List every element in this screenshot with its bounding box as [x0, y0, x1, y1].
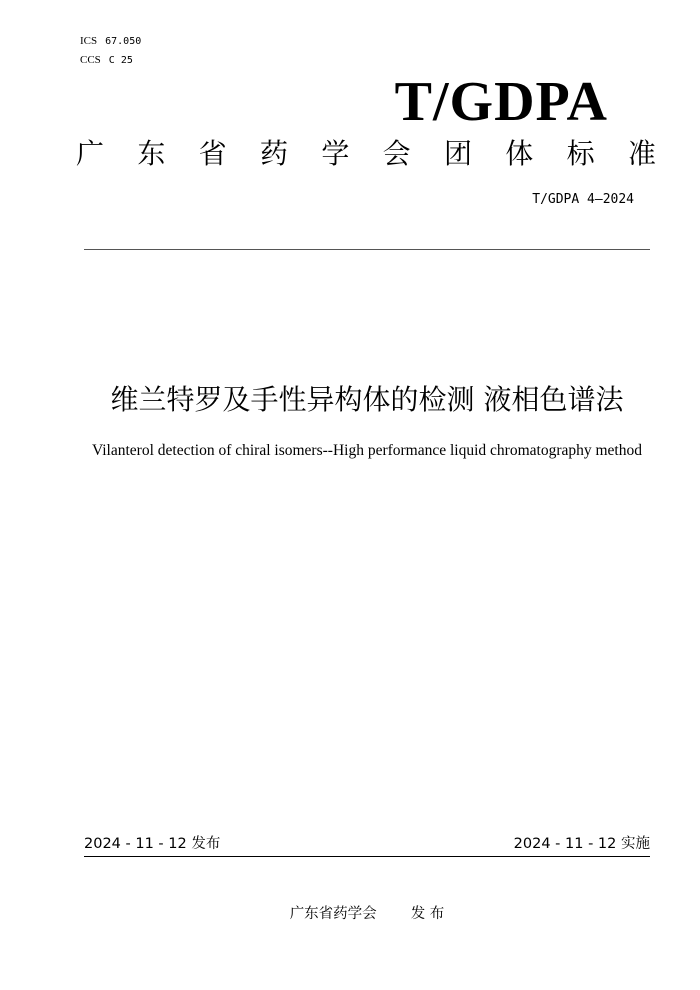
issuer-name: 广东省药学会 [289, 906, 377, 922]
top-divider [84, 249, 650, 250]
org-title-char: 药 [259, 137, 288, 170]
document-title-chinese: 维兰特罗及手性异构体的检测 液相色谱法 [110, 383, 624, 416]
org-title-char: 广 [76, 137, 105, 170]
document-title-english: Vilanterol detection of chiral isomers--High performance liquid chromatography method [91, 442, 642, 459]
standard-mark: T/GDPA [394, 71, 608, 133]
implement-date: 2024 - 11 - 12 实施 [513, 836, 650, 852]
org-title-char: 团 [443, 137, 472, 170]
ics-value: 67.050 [105, 36, 142, 47]
ics-code [80, 34, 141, 49]
org-title-char: 学 [321, 137, 350, 170]
issue-word: 发 布 [410, 906, 445, 922]
org-title-char: 体 [505, 137, 534, 170]
organization-title [76, 134, 656, 174]
bottom-divider [84, 856, 650, 857]
standard-number: T/GDPA 4—2024 [532, 192, 634, 207]
ics-label: ICS [80, 35, 98, 47]
ccs-code [80, 53, 133, 68]
org-title-char: 会 [382, 137, 411, 170]
publish-date: 2024 - 11 - 12 发布 [84, 836, 221, 852]
issuer-line [0, 903, 700, 925]
ccs-value: C 25 [108, 55, 133, 66]
org-title-char: 省 [198, 137, 227, 170]
org-title-char: 东 [137, 137, 166, 170]
org-title-char: 标 [566, 137, 595, 170]
org-title-char: 准 [627, 137, 656, 170]
ccs-label: CCS [80, 54, 101, 66]
